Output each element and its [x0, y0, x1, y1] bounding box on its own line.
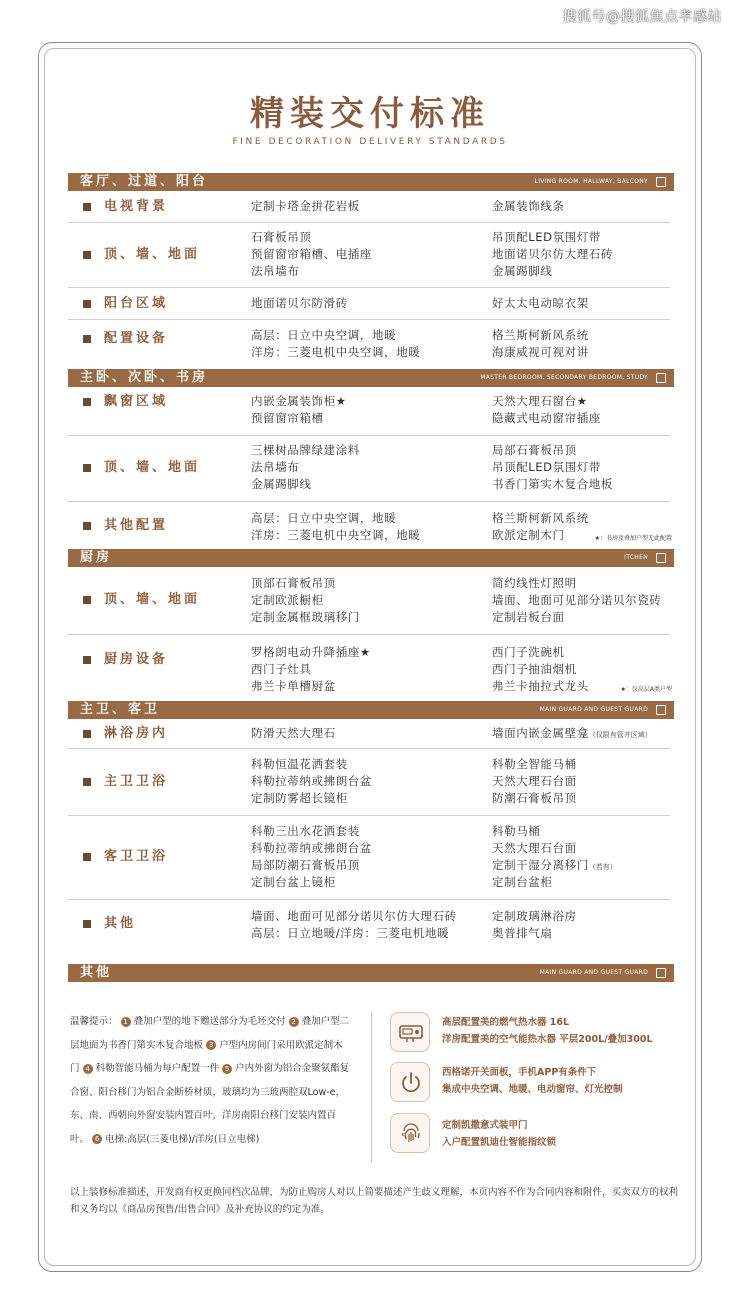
- row-value: 三棵树品牌绿建涂料: [251, 443, 360, 457]
- row-value: 墙面内嵌金属壁龛: [492, 726, 589, 740]
- table-row: [68, 223, 670, 288]
- row-value: 定制防雾超长镜柜: [251, 791, 348, 805]
- feature-line: 西格诺开关面板，手机APP有条件下: [442, 1067, 597, 1078]
- row-value: 简约线性灯照明: [492, 576, 577, 590]
- row-value: 科勒马桶: [492, 824, 541, 838]
- feature-text: [442, 1064, 623, 1098]
- row-value: 吊顶配LED氛围灯带: [492, 460, 602, 474]
- row-label: 淋浴房内: [104, 726, 169, 741]
- feature-text: [442, 1117, 556, 1151]
- feature-line: 入户配置凯迪仕智能指纹锁: [442, 1137, 557, 1148]
- row-label: 主卫卫浴: [104, 774, 169, 789]
- tip-text: 叠加户型二层地面为书香门第实木复合地板: [70, 1016, 350, 1051]
- power-switch-icon: [390, 1062, 430, 1102]
- section-name-en: MAIN GUARD AND GUEST GUARD: [539, 969, 648, 976]
- row-value: 西门子抽油烟机: [492, 662, 577, 676]
- row-label: 电视背景: [104, 199, 169, 214]
- row-value: 金属踢脚线: [492, 264, 553, 278]
- row-value: 内嵌金属装饰柜★: [251, 394, 347, 408]
- section-name: 主卧、次卧、书房: [80, 370, 209, 385]
- bullet-icon: [83, 251, 91, 259]
- row-label: 其他: [104, 916, 137, 931]
- section-box-icon: [656, 968, 666, 978]
- tips-lead: 温馨提示：: [70, 1016, 118, 1027]
- number-badge: 3: [206, 1040, 216, 1050]
- row-value: 天然大理石台面: [492, 841, 577, 855]
- number-badge: 5: [222, 1064, 232, 1074]
- row-value: 科勒拉蒂纳或拂朗台盆: [251, 774, 372, 788]
- feature-line: 集成中央空调、地暖、电动窗帘、灯光控制: [442, 1084, 623, 1095]
- section-box-icon: [656, 373, 666, 383]
- row-value: 定制台盆上镜柜: [251, 875, 336, 889]
- bullet-icon: [83, 335, 91, 343]
- tip-text: 电梯:高层(三菱电梯)/洋房(日立电梯): [105, 1133, 260, 1145]
- row-value: 好太太电动晾衣架: [492, 296, 589, 310]
- row-value: 天然大理石窗台★: [492, 394, 588, 408]
- row-value: 西门子洗碗机: [492, 645, 565, 659]
- row-label: 飘窗区域: [104, 394, 169, 409]
- row-value: 地面诺贝尔仿大理石砖: [492, 247, 613, 261]
- table-row: [68, 502, 670, 549]
- footnote: ★：仅高层A类户型: [620, 686, 672, 693]
- bullet-icon: [83, 853, 91, 861]
- row-value: 科勒恒温花洒套装: [251, 757, 348, 771]
- row-value: 高层：日立中央空调，地暖: [251, 328, 397, 342]
- section-box-icon: [656, 553, 666, 563]
- row-value: 法帛墙布: [251, 264, 300, 278]
- row-label: 配置设备: [104, 331, 169, 346]
- bullet-icon: [83, 300, 91, 308]
- bullet-icon: [83, 778, 91, 786]
- section-header-kitchen: [68, 549, 674, 567]
- disclaimer: 以上装修标准描述，开发商有权更换同档次品牌，为防止购房人对以上简要描述产生歧义理解，本页内容不作为合同内容和附件，买卖双方的权利和义务均以《商品房预售/出售合同》及补充协议的约定为准。: [70, 1187, 679, 1215]
- row-value: 书香门第实木复合地板: [492, 477, 613, 491]
- section-name: 客厅、过道、阳台: [80, 174, 209, 189]
- row-value-note: （若有）: [588, 863, 617, 871]
- section-name-en: ITCHEN: [624, 554, 648, 561]
- row-value: 预留窗帘箱槽: [251, 411, 324, 425]
- section-header-other: [68, 964, 674, 982]
- row-value: 防潮石膏板吊顶: [492, 791, 577, 805]
- section-header-bathroom: [68, 701, 674, 719]
- tip-text: 户型内房间门采用欧派定制木门: [70, 1039, 343, 1074]
- row-value: 墙面、地面可见部分诺贝尔瓷砖: [492, 593, 662, 607]
- section-name-en: MASTER BEDROOM, SECONDARY BEDROOM, STUDY: [480, 374, 648, 381]
- row-value: 局部石膏板吊顶: [492, 443, 577, 457]
- row-value-note: （仅限有管井区域）: [588, 731, 652, 739]
- vertical-divider: [371, 1012, 372, 1162]
- section-header-living-room: [68, 173, 674, 191]
- feature-line: 高层配置美的燃气热水器 16L: [442, 1017, 570, 1028]
- row-value: 科勒拉蒂纳或拂朗台盆: [251, 841, 372, 855]
- number-badge: 2: [289, 1017, 299, 1027]
- row-value: 西门子灶具: [251, 662, 312, 676]
- number-badge: 4: [83, 1064, 93, 1074]
- bullet-icon: [83, 730, 91, 738]
- row-value: 天然大理石台面: [492, 774, 577, 788]
- watermark: 搜狐号@搜狐焦点孝感站: [562, 9, 722, 25]
- row-value: 弗兰卡抽拉式龙头: [492, 679, 589, 693]
- row-value: 地面诺贝尔防滑砖: [251, 296, 348, 310]
- row-value: 高层：日立地暖/洋房：三菱电机地暖: [251, 926, 450, 940]
- table-row: [68, 749, 670, 816]
- row-value: 高层：日立中央空调，地暖: [251, 511, 397, 525]
- table-row: [68, 635, 670, 701]
- row-value: 定制玻璃淋浴房: [492, 909, 577, 923]
- row-value: 海康威视可视对讲: [492, 345, 589, 359]
- table-row: [68, 719, 670, 749]
- page-title: 精装交付标准: [250, 94, 490, 134]
- row-value: 格兰斯柯新风系统: [492, 328, 589, 342]
- feature-line: 定制凯撒意式装甲门: [442, 1120, 528, 1131]
- row-value: 石膏板吊顶: [251, 230, 312, 244]
- bullet-icon: [83, 522, 91, 530]
- table-row: [68, 436, 670, 502]
- section-name: 主卫、客卫: [80, 702, 161, 717]
- row-label: 顶、墙、地面: [104, 592, 201, 607]
- row-value: 定制岩板台面: [492, 610, 565, 624]
- table-row: [68, 387, 670, 436]
- tip-text: 户内外窗为铝合金聚氨酯复合窗、阳台移门为铝合金断桥材质，玻璃均为三玻两腔双Low-e，东、南、西朝向外窗安装内置百叶，洋房南阳台移门安装内置百叶。: [70, 1063, 350, 1145]
- row-value: 吊顶配LED氛围灯带: [492, 230, 602, 244]
- row-value: 定制金属框玻璃移门: [251, 610, 360, 624]
- feature-line: 洋房配置美的空气能热水器 平层200L/叠加300L: [442, 1034, 653, 1045]
- row-value: 顶部石膏板吊顶: [251, 576, 336, 590]
- row-value: 罗格朗电动升降插座★: [251, 645, 371, 659]
- section-name-en: LIVING ROOM, HALLWAY, BALCONY: [534, 178, 648, 185]
- section-name: 厨房: [80, 550, 113, 565]
- row-value: 奥普排气扇: [492, 926, 553, 940]
- row-value: 定制欧派橱柜: [251, 593, 324, 607]
- row-value: 科勒三出水花洒套装: [251, 824, 360, 838]
- row-value: 欧派定制木门: [492, 528, 565, 542]
- row-value: 科勒全智能马桶: [492, 757, 577, 771]
- row-value: 预留窗帘箱槽、电插座: [251, 247, 372, 261]
- feature-text: [442, 1014, 653, 1048]
- row-value: 金属踢脚线: [251, 477, 312, 491]
- table-row: [68, 567, 670, 635]
- row-value: 弗兰卡单槽厨盆: [251, 679, 336, 693]
- row-label: 顶、墙、地面: [104, 247, 201, 262]
- tip-text: 科勒智能马桶为每户配置一件: [95, 1063, 220, 1074]
- number-badge: 6: [92, 1134, 102, 1144]
- bullet-icon: [83, 596, 91, 604]
- table-row: [68, 191, 670, 223]
- bullet-icon: [83, 203, 91, 211]
- row-value: 定制干湿分离移门: [492, 858, 589, 872]
- row-value: 法帛墙布: [251, 460, 300, 474]
- row-label: 厨房设备: [104, 652, 169, 667]
- row-value: 局部防潮石膏板吊顶: [251, 858, 360, 872]
- row-value: 格兰斯柯新风系统: [492, 511, 589, 525]
- section-name: 其他: [80, 965, 113, 980]
- row-value: 墙面、地面可见部分诺贝尔仿大理石砖: [251, 909, 457, 923]
- bullet-icon: [83, 920, 91, 928]
- section-box-icon: [656, 177, 666, 187]
- row-value: 洋房：三菱电机中央空调，地暖: [251, 345, 421, 359]
- row-label: 其他配置: [104, 518, 169, 533]
- row-value: 定制卡塔金拼花岩板: [251, 199, 360, 213]
- table-row: [68, 288, 670, 320]
- table-row: [68, 320, 670, 369]
- number-badge: 1: [121, 1017, 131, 1027]
- row-label: 顶、墙、地面: [104, 460, 201, 475]
- row-label: 客卫卫浴: [104, 849, 169, 864]
- tips-block: [70, 1010, 350, 1151]
- row-value: 防滑天然大理石: [251, 726, 336, 740]
- table-row: [68, 816, 670, 900]
- bullet-icon: [83, 398, 91, 406]
- fingerprint-icon: [390, 1113, 430, 1153]
- section-header-bedroom: [68, 369, 674, 387]
- section-name-en: MAIN GUARD AND GUEST GUARD: [539, 706, 648, 713]
- tip-text: 叠加户型的地下赠送部分为毛坯交付: [133, 1016, 286, 1027]
- row-value: 洋房：三菱电机中央空调，地暖: [251, 528, 421, 542]
- bullet-icon: [83, 464, 91, 472]
- page-subtitle: FINE DECORATION DELIVERY STANDARDS: [232, 137, 508, 147]
- row-value: 隐藏式电动窗帘插座: [492, 411, 601, 425]
- footnote: ★：书房及叠加户型无此配置: [594, 535, 672, 542]
- row-value: 定制台盆柜: [492, 875, 553, 889]
- section-box-icon: [656, 705, 666, 715]
- table-row: [68, 900, 670, 963]
- water-heater-icon: [390, 1012, 430, 1052]
- row-value: 金属装饰线条: [492, 199, 565, 213]
- row-label: 阳台区域: [104, 296, 169, 311]
- bullet-icon: [83, 656, 91, 664]
